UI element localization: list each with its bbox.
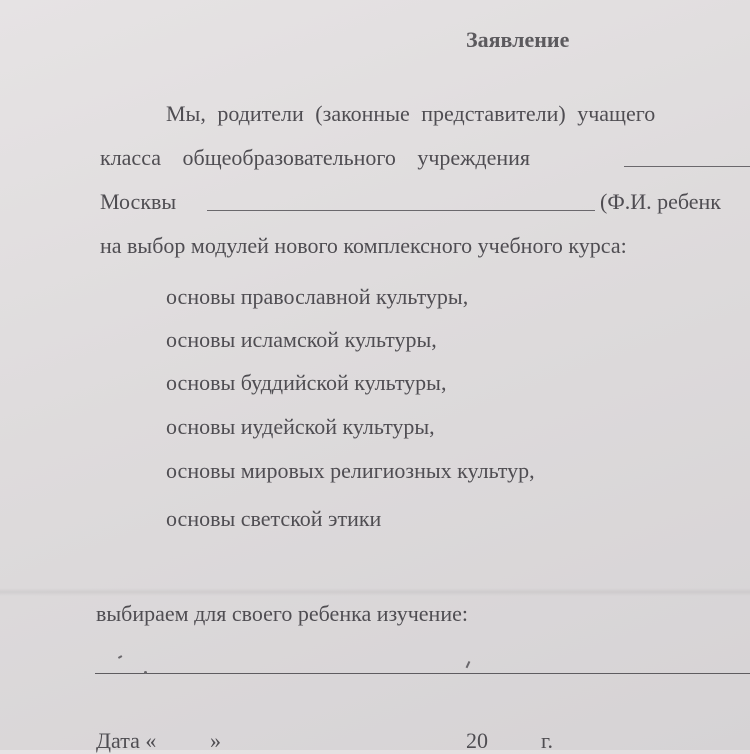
intro-line-1: Мы, родители (законные представители) учащего <box>166 101 656 126</box>
module-option: основы светской этики <box>166 506 382 531</box>
module-option: основы буддийской культуры, <box>166 370 447 395</box>
module-option: основы исламской культуры, <box>166 327 437 352</box>
module-option: основы православной культуры, <box>166 284 469 309</box>
intro-line-3-child-note: (Ф.И. ребенк <box>600 189 721 214</box>
date-close-quote: » <box>210 728 221 753</box>
date-year-suffix: г. <box>541 728 554 753</box>
child-name-blank-field[interactable] <box>207 210 595 211</box>
intro-line-2: класса общеобразовательного учреждения <box>100 145 530 170</box>
date-label: Дата « <box>96 728 157 753</box>
pen-mark <box>466 661 470 668</box>
intro-line-4: на выбор модулей нового комплексного учебного курса: <box>100 233 627 258</box>
module-option: основы иудейской культуры, <box>166 414 435 439</box>
pen-mark <box>144 671 147 674</box>
chosen-module-blank-field[interactable] <box>95 673 750 674</box>
school-blank-field[interactable] <box>624 166 750 167</box>
intro-line-3-city: Москвы <box>100 189 177 214</box>
document-title: Заявление <box>466 27 570 52</box>
choose-line: выбираем для своего ребенка изучение: <box>96 601 468 626</box>
date-century: 20 <box>466 728 488 753</box>
module-option: основы мировых религиозных культур, <box>166 458 535 483</box>
pen-mark <box>118 655 122 658</box>
paper-fold <box>0 588 750 596</box>
